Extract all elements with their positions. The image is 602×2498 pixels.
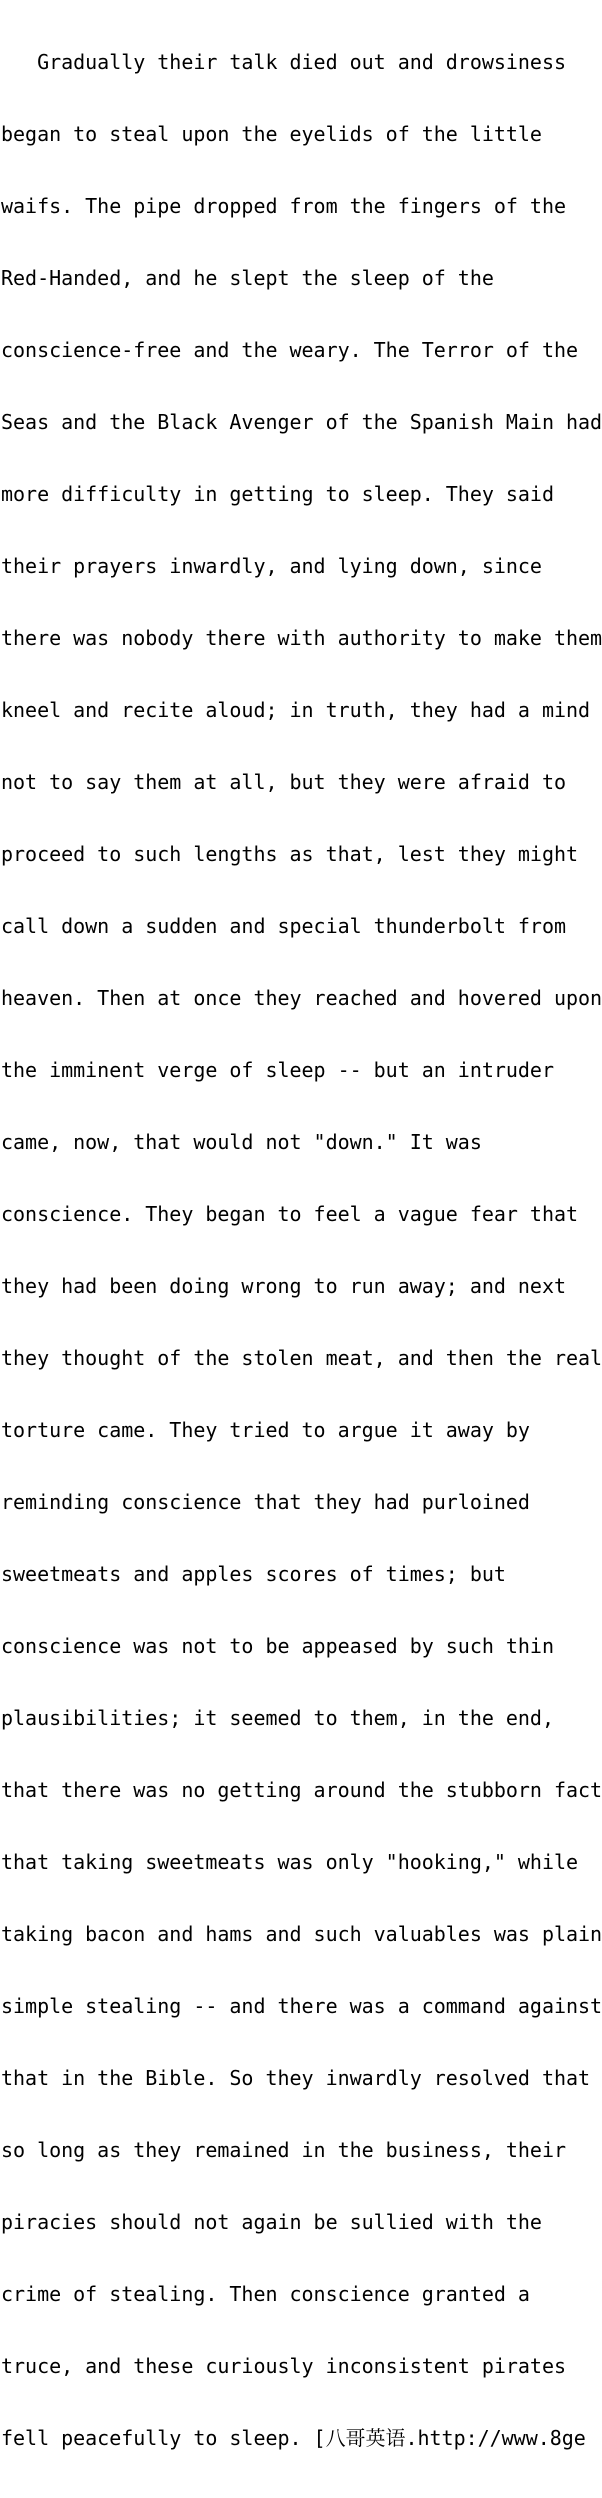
text-line: Red-Handed, and he slept the sleep of the: [1, 266, 494, 290]
text-line: reminding conscience that they had purloined: [1, 1490, 530, 1514]
text-line: they thought of the stolen meat, and then the real: [1, 1346, 602, 1370]
text-line: they had been doing wrong to run away; and next: [1, 1274, 566, 1298]
text-line: waifs. The pipe dropped from the fingers of the: [1, 194, 566, 218]
text-line: that taking sweetmeats was only "hooking," while: [1, 1850, 579, 1874]
text-line: plausibilities; it seemed to them, in the end,: [1, 1706, 554, 1730]
text-line: crime of stealing. Then conscience granted a: [1, 2282, 530, 2306]
text-line: the imminent verge of sleep -- but an intruder: [1, 1058, 554, 1082]
text-line: fell peacefully to sleep. [八哥英语.http://www.8ge: [1, 2426, 586, 2450]
text-line: heaven. Then at once they reached and hovered upon: [1, 986, 602, 1010]
text-line: came, now, that would not "down." It was: [1, 1130, 482, 1154]
text-line: their prayers inwardly, and lying down, since: [1, 554, 542, 578]
text-line: that in the Bible. So they inwardly resolved that: [1, 2066, 591, 2090]
text-line: taking bacon and hams and such valuables was plain: [1, 1922, 602, 1946]
body-text: [1, 2, 601, 2498]
text-line: conscience-free and the weary. The Terror of the: [1, 338, 579, 362]
text-line: piracies should not again be sullied with the: [1, 2210, 542, 2234]
text-line: conscience. They began to feel a vague fear that: [1, 1202, 579, 1226]
text-line: call down a sudden and special thunderbolt from: [1, 914, 566, 938]
text-line: simple stealing -- and there was a command against: [1, 1994, 602, 2018]
text-line: kneel and recite aloud; in truth, they had a mind: [1, 698, 591, 722]
text-line: that there was no getting around the stubborn fact: [1, 1778, 602, 1802]
text-line: sweetmeats and apples scores of times; but: [1, 1562, 506, 1586]
text-line: more difficulty in getting to sleep. They said: [1, 482, 554, 506]
text-line: began to steal upon the eyelids of the little: [1, 122, 542, 146]
text-line: so long as they remained in the business, their: [1, 2138, 566, 2162]
text-line: not to say them at all, but they were afraid to: [1, 770, 566, 794]
text-line: proceed to such lengths as that, lest they might: [1, 842, 579, 866]
text-line: truce, and these curiously inconsistent pirates: [1, 2354, 566, 2378]
text-line: conscience was not to be appeased by such thin: [1, 1634, 554, 1658]
text-line: Gradually their talk died out and drowsiness: [1, 50, 566, 74]
text-line: torture came. They tried to argue it away by: [1, 1418, 530, 1442]
text-line: there was nobody there with authority to make them: [1, 626, 602, 650]
text-line: Seas and the Black Avenger of the Spanish Main had: [1, 410, 602, 434]
